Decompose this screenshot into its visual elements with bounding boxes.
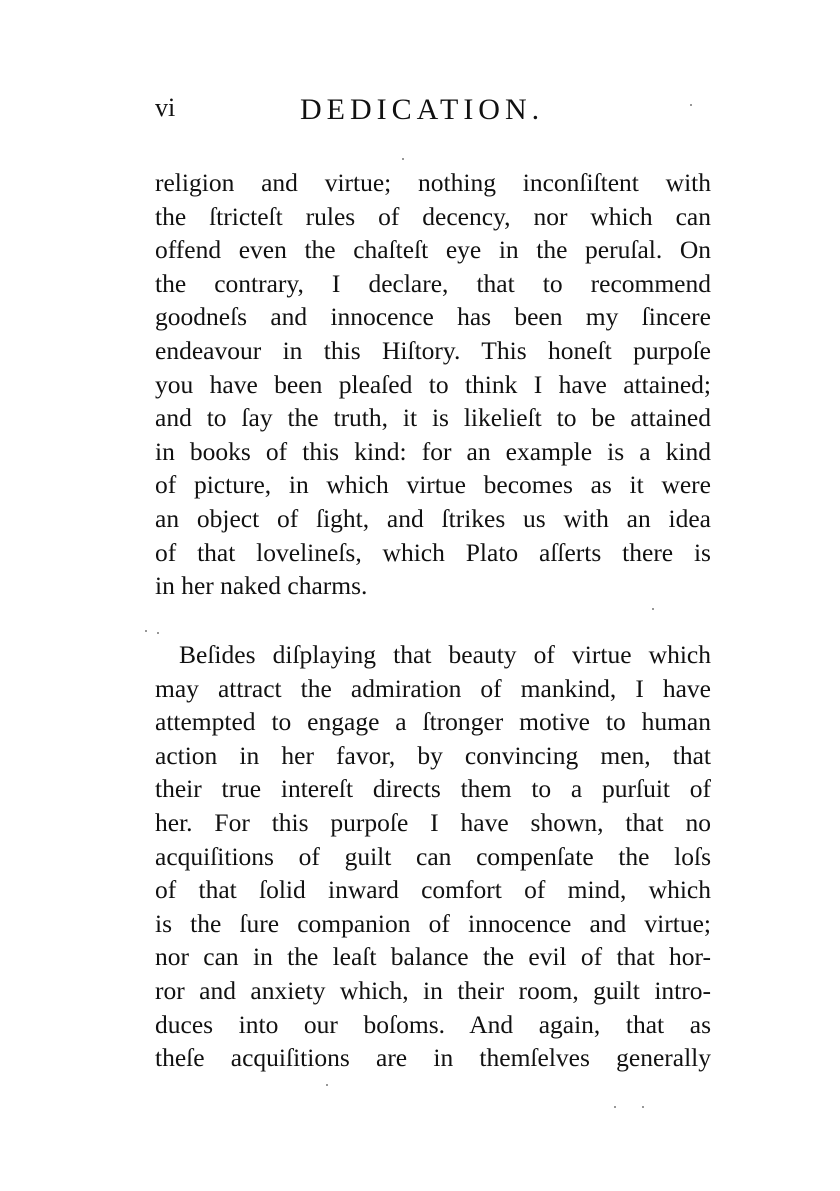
text-line: religion and virtue; nothing inconſiſtent with: [155, 168, 711, 197]
text-line: their true intereſt directs them to a purſuit of: [155, 774, 711, 804]
text-line: the contrary, I declare, that to recommend: [155, 268, 711, 298]
text-line: attempted to engage a ſtronger motive to human: [155, 707, 711, 737]
text-line: acquiſitions of guilt can compenſate the loſs: [155, 841, 711, 871]
text-line: of picture, in which virtue becomes as it were: [155, 470, 711, 500]
text-line: in her naked charms.: [155, 571, 368, 601]
text-line: and to ſay the truth, it is likelieſt to be attained: [155, 403, 711, 433]
text-line: theſe acquiſitions are in themſelves generally: [155, 1043, 711, 1073]
print-speck: [690, 104, 692, 106]
text-line: the ſtricteſt rules of decency, nor which can: [155, 201, 711, 231]
text-line: her. For this purpoſe I have shown, that no: [155, 807, 711, 837]
text-line: of that ſolid inward comfort of mind, which: [155, 875, 711, 905]
text-line: in books of this kind: for an example is a kind: [155, 436, 711, 466]
text-line: endeavour in this Hiſtory. This honeſt purpoſe: [155, 335, 711, 365]
text-line: offend even the chaſteſt eye in the peruſal. On: [155, 235, 711, 265]
print-speck: [326, 1084, 328, 1086]
running-title: DEDICATION.: [300, 93, 545, 126]
text-line: goodneſs and innocence has been my ſincere: [155, 302, 711, 332]
paragraph-1: [155, 166, 711, 603]
text-line: an object of ſight, and ſtrikes us with an idea: [155, 503, 711, 533]
print-speck: [402, 158, 404, 160]
print-speck: [157, 632, 159, 634]
page-number: vi: [155, 93, 176, 122]
page-header: [155, 93, 715, 133]
text-line: may attract the admiration of mankind, I have: [155, 673, 711, 703]
text-line: of that lovelineſs, which Plato aſſerts there is: [155, 537, 711, 567]
text-line: Beſides diſplaying that beauty of virtue which: [179, 640, 711, 669]
paragraph-2: [155, 638, 711, 1075]
text-line: nor can in the leaſt balance the evil of that hor-: [155, 942, 711, 972]
text-line: action in her favor, by convincing men, that: [155, 740, 711, 770]
text-line: is the ſure companion of innocence and virtue;: [155, 908, 711, 938]
text-line: you have been pleaſed to think I have attained;: [155, 369, 711, 399]
print-speck: [642, 1106, 644, 1108]
text-line: ror and anxiety which, in their room, guilt intro-: [155, 975, 711, 1005]
print-speck: [614, 1106, 616, 1108]
print-speck: [652, 608, 654, 610]
print-speck: [145, 630, 147, 632]
text-line: duces into our boſoms. And again, that as: [155, 1009, 711, 1039]
